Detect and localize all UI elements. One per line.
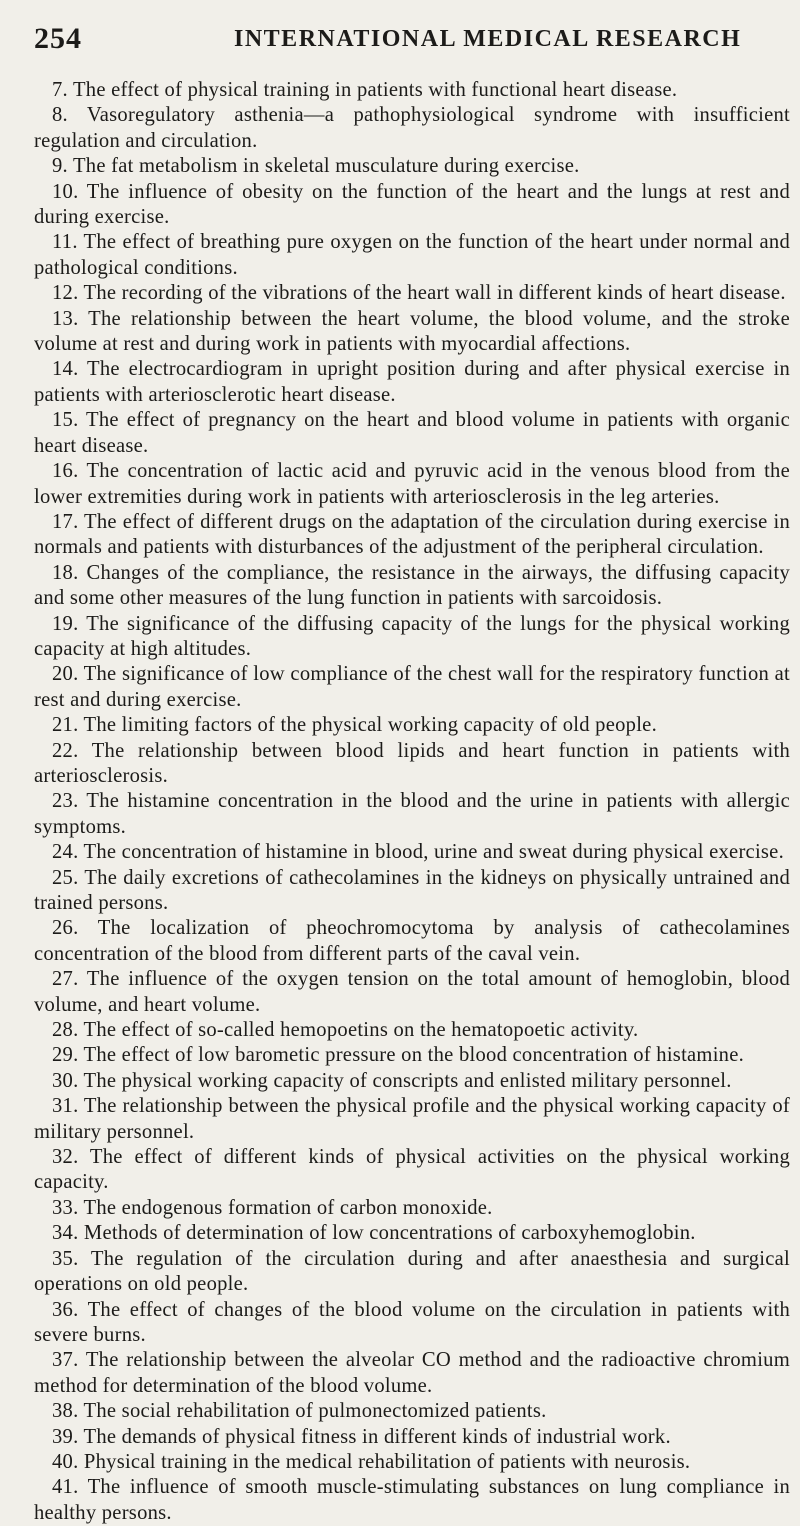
list-item: 39. The demands of physical fitness in different kinds of industrial work.: [52, 1425, 671, 1448]
running-head: INTERNATIONAL MEDICAL RESEARCH: [234, 26, 742, 52]
list-item: 40. Physical training in the medical rehabilitation of patients with neurosis.: [52, 1450, 691, 1473]
page-header: [34, 22, 770, 62]
page-number: 254: [34, 22, 82, 55]
list-item: 7. The effect of physical training in patients with functional heart disease.: [52, 79, 678, 101]
list-item: 18. Changes of the compliance, the resistance in the airways, the diffusing capacity and some other measures of the lung function in patients with sarcoidosis.: [34, 561, 790, 610]
list-item: 32. The effect of different kinds of physical activities on the physical working capacity.: [34, 1146, 790, 1194]
list-item: 22. The relationship between blood lipids and heart function in patients with arteriosclerosis.: [34, 739, 790, 787]
list-item: 25. The daily excretions of cathecolamines in the kidneys on physically untrained and trained persons.: [34, 866, 790, 914]
list-item: 28. The effect of so-called hemopoetins on the hematopoetic activity.: [52, 1019, 639, 1042]
list-item: 17. The effect of different drugs on the adaptation of the circulation during exercise in normals and patients with disturbances of the adjustment of the peripheral circulation.: [34, 510, 790, 559]
list-item: 38. The social rehabilitation of pulmonectomized patients.: [52, 1400, 547, 1423]
list-item: 36. The effect of changes of the blood volume on the circulation in patients with severe burns.: [34, 1298, 790, 1346]
list-item: 35. The regulation of the circulation during and after anaesthesia and surgical operations on old people.: [34, 1247, 790, 1296]
list-item: 23. The histamine concentration in the blood and the urine in patients with allergic symptoms.: [34, 790, 790, 838]
list-item: 9. The fat metabolism in skeletal musculature during exercise.: [52, 155, 580, 178]
list-item: 20. The significance of low compliance of the chest wall for the respiratory function at rest and during exercise.: [34, 663, 790, 711]
list-item: 15. The effect of pregnancy on the heart and blood volume in patients with organic heart disease.: [34, 409, 790, 457]
list-item: 14. The electrocardiogram in upright position during and after physical exercise in patients with arteriosclerotic heart disease.: [34, 358, 790, 406]
list-item: 30. The physical working capacity of conscripts and enlisted military personnel.: [52, 1069, 732, 1092]
list-item: 29. The effect of low barometic pressure on the blood concentration of histamine.: [52, 1044, 745, 1067]
list-item: 33. The endogenous formation of carbon monoxide.: [52, 1196, 493, 1219]
list-item: 19. The significance of the diffusing capacity of the lungs for the physical working capacity at high altitudes.: [34, 612, 790, 660]
list-item: 27. The influence of the oxygen tension on the total amount of hemoglobin, blood volume, and heart volume.: [34, 968, 790, 1016]
list-item: 21. The limiting factors of the physical working capacity of old people.: [52, 714, 657, 737]
list-item: 16. The concentration of lactic acid and pyruvic acid in the venous blood from the lower extremities during work in patients with arteriosclerosis in the leg arteries.: [34, 460, 790, 508]
list-item: 41. The influence of smooth muscle-stimulating substances on lung compliance in healthy persons.: [34, 1476, 790, 1524]
list-item: 12. The recording of the vibrations of the heart wall in different kinds of heart disease.: [52, 282, 786, 305]
list-item: 31. The relationship between the physical profile and the physical working capacity of military personnel.: [34, 1095, 790, 1143]
list-item: 13. The relationship between the heart volume, the blood volume, and the stroke volume at rest and during work in patients with myocardial affections.: [34, 307, 790, 356]
research-topics-list: [34, 78, 790, 1526]
list-item: 24. The concentration of histamine in blood, urine and sweat during physical exercise.: [52, 841, 784, 864]
list-item: 11. The effect of breathing pure oxygen on the function of the heart under normal and pathological conditions.: [34, 231, 790, 279]
list-item: 26. The localization of pheochromocytoma by analysis of cathecolamines concentration of the blood from different parts of the caval vein.: [34, 917, 790, 965]
list-item: 8. Vasoregulatory asthenia—a pathophysiological syndrome with insufficient regulation and circulation.: [34, 104, 790, 152]
list-item: 10. The influence of obesity on the function of the heart and the lungs at rest and during exercise.: [34, 180, 790, 229]
list-item: 37. The relationship between the alveolar CO method and the radioactive chromium method for determination of the blood volume.: [34, 1349, 790, 1397]
list-item: 34. Methods of determination of low concentrations of carboxyhemoglobin.: [52, 1222, 696, 1245]
